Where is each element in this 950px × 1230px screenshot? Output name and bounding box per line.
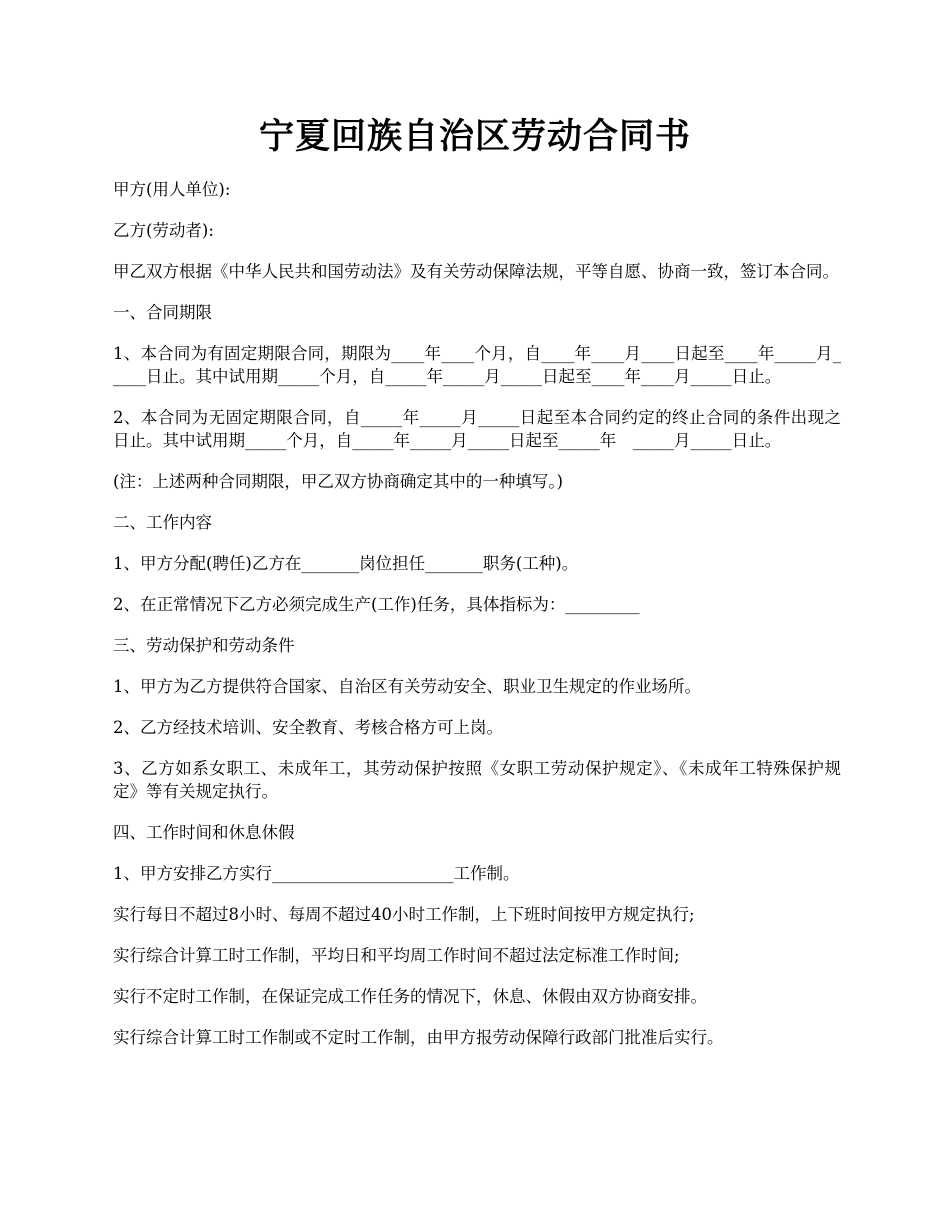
section-heading-work-content: 二、工作内容 (113, 513, 212, 532)
open-term-clause: 2、本合同为无固定期限合同，自_____年_____月_____日起至本合同约定的终止合同的条件出现之日止。其中试用期_____个月，自_____年_____月_____日起至_____年 _____月_____日止。 (113, 408, 841, 450)
section-heading-contract-term: 一、合同期限 (113, 303, 212, 322)
term-note: (注：上述两种合同期限，甲乙双方协商确定其中的一种填写。) (113, 472, 564, 491)
approval-line: 实行综合计算工时工作制或不定时工作制，由甲方报劳动保障行政部门批准后实行。 (113, 1028, 724, 1047)
section-heading-working-hours: 四、工作时间和休息休假 (113, 823, 295, 842)
work-system-clause: 1、甲方安排乙方实行______________________工作制。 (113, 864, 520, 883)
document-body (113, 178, 841, 1067)
comprehensive-hours-line: 实行综合计算工时工作制，平均日和平均周工作时间不超过法定标准工作时间; (113, 946, 680, 965)
party-a-line: 甲方(用人单位): (113, 180, 231, 199)
document-title: 宁夏回族自治区劳动合同书 (258, 116, 691, 157)
preamble-paragraph: 甲乙双方根据《中华人民共和国劳动法》及有关劳动保障法规，平等自愿、协商一致，签订本合同。 (113, 262, 839, 281)
flexible-hours-line: 实行不定时工作制，在保证完成工作任务的情况下，休息、休假由双方协商安排。 (113, 987, 707, 1006)
job-assignment-clause: 1、甲方分配(聘任)乙方在_______岗位担任_______职务(工种)。 (113, 554, 579, 573)
workplace-safety-clause: 1、甲方为乙方提供符合国家、自治区有关劳动安全、职业卫生规定的作业场所。 (113, 677, 701, 696)
section-heading-labor-protection: 三、劳动保护和劳动条件 (113, 636, 295, 655)
special-protection-clause: 3、乙方如系女职工、未成年工，其劳动保护按照《女职工劳动保护规定》、《未成年工特殊保护规定》等有关规定执行。 (113, 759, 841, 801)
task-target-clause: 2、在正常情况下乙方必须完成生产(工作)任务，具体指标为：_________ (113, 595, 640, 614)
party-b-line: 乙方(劳动者): (113, 221, 214, 240)
fixed-term-clause: 1、本合同为有固定期限合同，期限为____年____个月，自____年____月____日起至____年_____月_____日止。其中试用期_____个月，自_____年_____月_____日起至____年____月_____日止。 (113, 344, 841, 386)
standard-hours-line: 实行每日不超过8小时、每周不超过40小时工作制，上下班时间按甲方规定执行; (113, 905, 695, 924)
training-clause: 2、乙方经技术培训、安全教育、考核合格方可上岗。 (113, 718, 503, 737)
